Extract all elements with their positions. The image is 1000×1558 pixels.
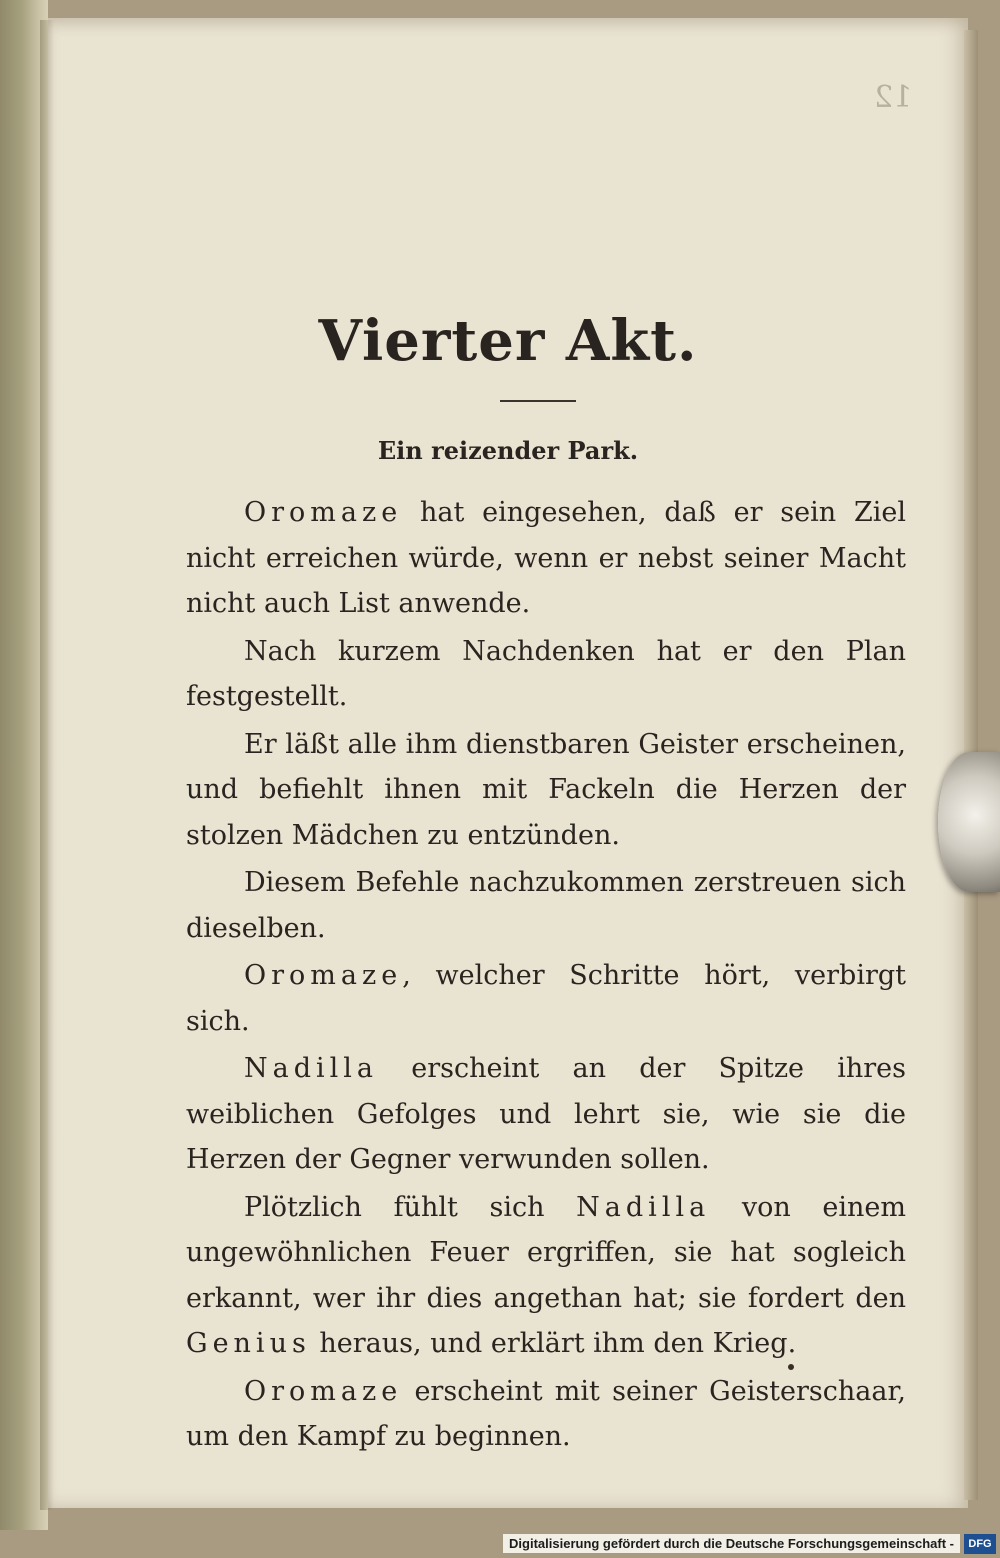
funding-credit: Digitalisierung gefördert durch die Deutsche Forschungsgemeinschaft - (503, 1534, 960, 1553)
character-name: Nadilla (244, 1053, 379, 1084)
paragraph-7 (186, 1185, 906, 1367)
page-title: Vierter Akt. (318, 308, 698, 374)
paragraph-4 (186, 860, 906, 951)
character-name: Oromaze (244, 960, 403, 991)
scene-heading: Ein reizender Park. (377, 436, 639, 465)
character-name: Oromaze (244, 1375, 403, 1407)
paragraph-text: Plötzlich fühlt sich (244, 1191, 577, 1223)
paragraph-text: erscheint an der Spitze ihres weiblichen Gefolges und lehrt sie, wie sie die Herzen der Gegner verwunden sollen. (186, 1053, 906, 1175)
paragraph-8 (186, 1369, 906, 1460)
paragraph-text: , welcher Schritte hört, verbirgt sich. (186, 960, 906, 1037)
paragraph-2 (186, 629, 906, 720)
book-page (48, 18, 968, 1508)
title-rule (500, 400, 576, 402)
character-name: Nadilla (576, 1191, 711, 1223)
page-number: 12 (873, 80, 912, 115)
footer-bar (0, 1530, 1000, 1558)
paragraph-text: erscheint mit seiner Geisterschaar, um den Kampf zu beginnen. (186, 1375, 906, 1452)
page-clip (938, 752, 1000, 892)
paragraph-6 (186, 1046, 906, 1183)
paragraph-5 (186, 953, 906, 1044)
gutter-shadow (40, 20, 54, 1510)
dfg-logo-icon: DFG (964, 1534, 996, 1554)
ink-speck (788, 1364, 794, 1370)
paragraph-text: heraus, und erklärt ihm den Krieg. (310, 1328, 797, 1359)
paragraph-text: Nach kurzem Nachdenken hat er den Plan festgestellt. (186, 635, 906, 712)
paragraph-1 (186, 490, 906, 627)
character-name: Oromaze (244, 497, 403, 528)
paragraph-3 (186, 722, 906, 859)
character-name: Genius (186, 1328, 311, 1359)
paragraph-text: hat eingesehen, daß er sein Ziel nicht erreichen würde, wenn er nebst seiner Macht nicht auch List anwende. (186, 497, 906, 619)
paragraph-text: Diesem Befehle nachzukommen zerstreuen sich dieselben. (186, 867, 906, 944)
body-text (186, 490, 906, 1462)
paragraph-text: von einem ungewöhnlichen Feuer ergriffen, sie hat sogleich erkannt, wer ihr dies angethan hat; sie fordert den (186, 1191, 906, 1314)
paragraph-text: Er läßt alle ihm dienstbaren Geister erscheinen, und befiehlt ihnen mit Fackeln die Herzen der stolzen Mädchen zu entzünden. (186, 728, 906, 851)
